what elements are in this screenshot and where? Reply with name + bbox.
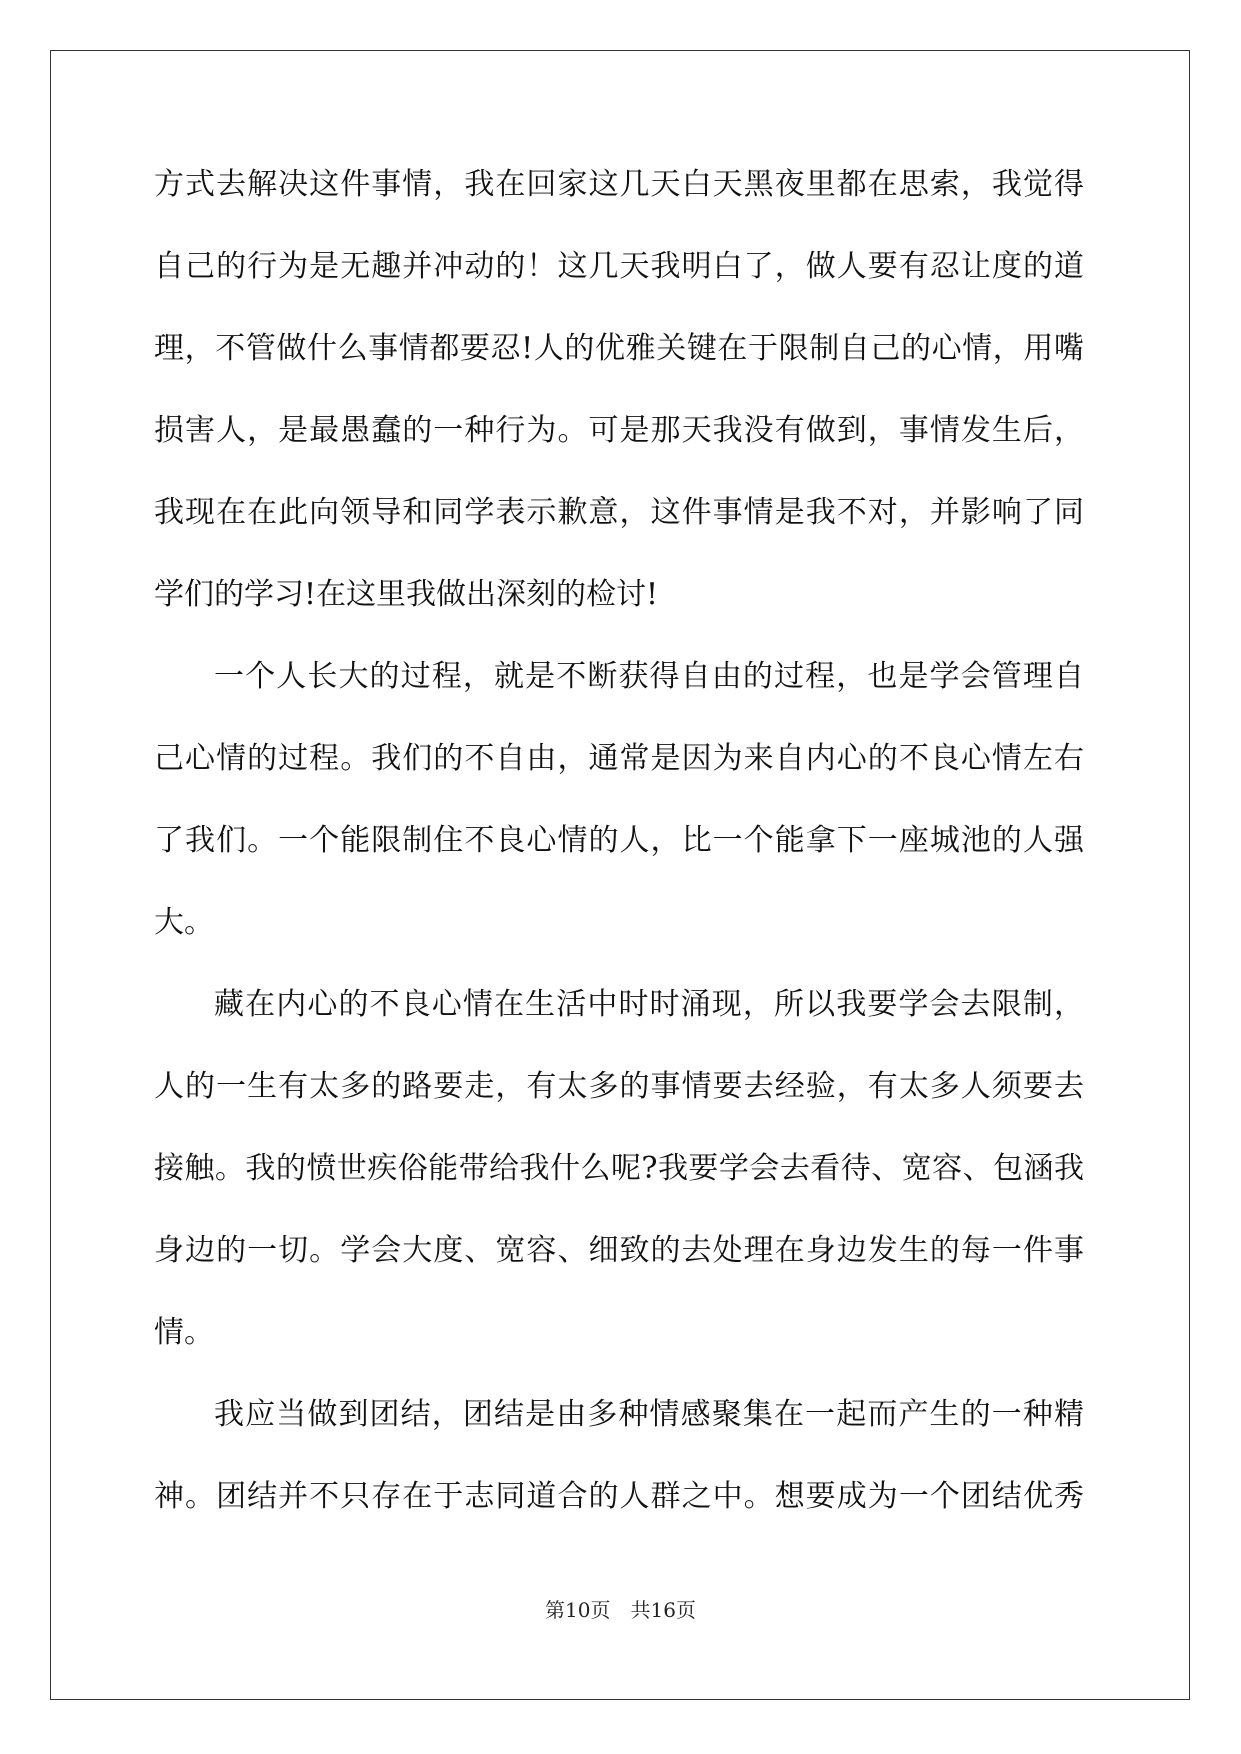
text-line: 了我们。一个能限制住不良心情的人，比一个能拿下一座城池的人强 <box>154 823 1084 858</box>
paragraph-start-line: 一个人长大的过程，就是不断获得自由的过程，也是学会管理自 <box>214 659 1084 694</box>
paragraph-start-line: 藏在内心的不良心情在生活中时时涌现，所以我要学会去限制， <box>214 987 1084 1022</box>
page-number-footer: 第10页 共16页 <box>545 1598 696 1622</box>
text-line: 情。 <box>154 1315 214 1350</box>
text-line: 方式去解决这件事情，我在回家这几天白天黑夜里都在思索，我觉得 <box>154 167 1084 202</box>
document-body <box>154 165 1084 1559</box>
paragraph-start-line: 我应当做到团结，团结是由多种情感聚集在一起而产生的一种精 <box>214 1397 1084 1432</box>
text-line: 理，不管做什么事情都要忍!人的优雅关键在于限制自己的心情，用嘴 <box>154 331 1084 366</box>
text-line: 人的一生有太多的路要走，有太多的事情要去经验，有太多人须要去 <box>154 1069 1084 1104</box>
text-line: 大。 <box>154 905 214 940</box>
text-line: 学们的学习!在这里我做出深刻的检讨! <box>154 577 659 612</box>
text-line: 自己的行为是无趣并冲动的！这几天我明白了，做人要有忍让度的道 <box>154 249 1084 284</box>
text-line: 身边的一切。学会大度、宽容、细致的去处理在身边发生的每一件事 <box>154 1233 1084 1268</box>
text-line: 损害人，是最愚蠢的一种行为。可是那天我没有做到，事情发生后， <box>154 413 1084 448</box>
text-line: 接触。我的愤世疾俗能带给我什么呢?我要学会去看待、宽容、包涵我 <box>154 1151 1084 1186</box>
text-line: 己心情的过程。我们的不自由，通常是因为来自内心的不良心情左右 <box>154 741 1084 776</box>
text-line: 我现在在此向领导和同学表示歉意，这件事情是我不对，并影响了同 <box>154 495 1084 530</box>
text-line: 神。团结并不只存在于志同道合的人群之中。想要成为一个团结优秀 <box>154 1479 1084 1514</box>
